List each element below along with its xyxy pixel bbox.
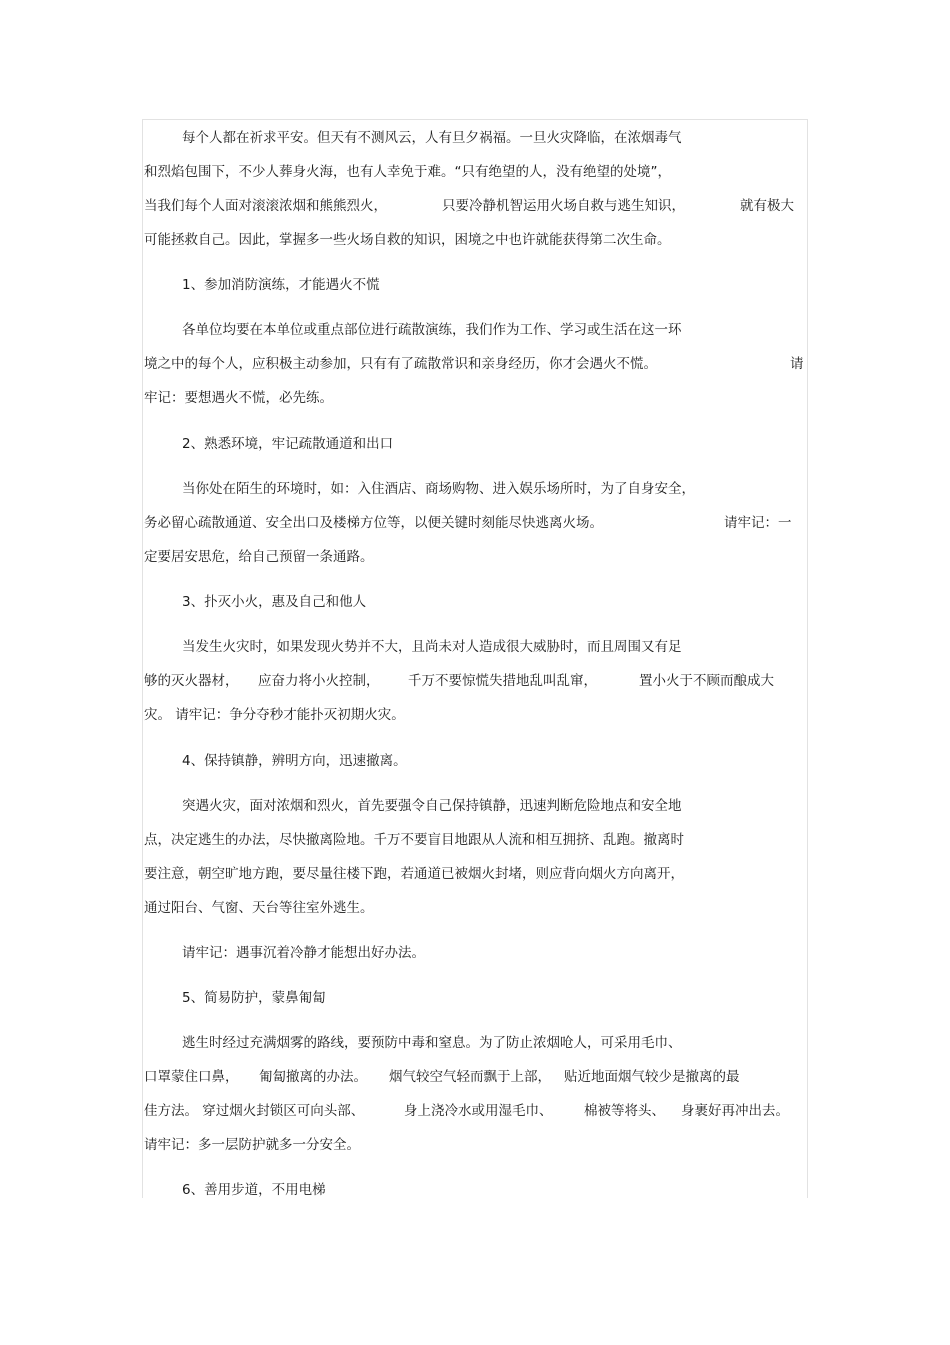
intro-line-4: 可能拯救自己。因此，掌握多一些火场自救的知识，困境之中也许就能获得第二次生命。 bbox=[144, 232, 671, 248]
section-3-line-3: 灾。 请牢记：争分夺秒才能扑灭初期火灾。 bbox=[144, 707, 405, 723]
section-2-line-1: 当你处在陌生的环境时，如：入住酒店、商场购物、进入娱乐场所时，为了自身安全， bbox=[182, 481, 695, 497]
section-3-line-2-c: 千万不要惊慌失措地乱叫乱窜， bbox=[408, 673, 597, 689]
section-4-line-1: 突遇火灾，面对浓烟和烈火，首先要强令自己保持镇静，迅速判断危险地点和安全地 bbox=[182, 798, 682, 814]
section-3-line-2-a: 够的灭火器材， bbox=[144, 673, 239, 689]
section-4-line-3: 要注意，朝空旷地方跑，要尽量往楼下跑，若通道已被烟火封堵，则应背向烟火方向离开， bbox=[144, 866, 684, 882]
section-2-line-2-b: 请牢记：一 bbox=[724, 515, 792, 531]
section-1-line-3: 牢记：要想遇火不慌，必先练。 bbox=[144, 390, 333, 406]
section-5-line-2-c: 烟气较空气轻而飘于上部， bbox=[389, 1069, 551, 1085]
section-2-heading: 2、熟悉环境，牢记疏散通道和出口 bbox=[182, 436, 394, 452]
section-5-line-1: 逃生时经过充满烟雾的路线，要预防中毒和窒息。为了防止浓烟呛人，可采用毛巾、 bbox=[182, 1035, 682, 1051]
section-3-line-2-b: 应奋力将小火控制， bbox=[258, 673, 380, 689]
section-1-line-2-a: 境之中的每个人，应积极主动参加，只有有了疏散常识和亲身经历，你才会遇火不慌。 bbox=[144, 356, 657, 372]
section-5-line-2-b: 匍匐撤离的办法。 bbox=[259, 1069, 367, 1085]
section-5-line-3-d: 身裹好再冲出去。 bbox=[681, 1103, 789, 1119]
intro-line-3-b: 只要冷静机智运用火场自救与逃生知识， bbox=[442, 198, 685, 214]
section-5-line-2-d: 贴近地面烟气较少是撤离的最 bbox=[564, 1069, 740, 1085]
section-5-line-3-b: 身上浇冷水或用湿毛巾、 bbox=[404, 1103, 553, 1119]
section-4-line-4: 通过阳台、气窗、天台等往室外逃生。 bbox=[144, 900, 374, 916]
section-5-line-3-c: 棉被等将头、 bbox=[584, 1103, 665, 1119]
section-3-heading: 3、扑灭小火，惠及自己和他人 bbox=[182, 594, 367, 610]
section-5-heading: 5、简易防护，蒙鼻匍匐 bbox=[182, 990, 326, 1006]
section-2-line-2-a: 务必留心疏散通道、安全出口及楼梯方位等，以便关键时刻能尽快逃离火场。 bbox=[144, 515, 603, 531]
section-5-line-2-a: 口罩蒙住口鼻， bbox=[144, 1069, 239, 1085]
intro-line-3-a: 当我们每个人面对滚滚浓烟和熊熊烈火， bbox=[144, 198, 387, 214]
section-3-line-2-d: 置小火于不顾而酿成大 bbox=[639, 673, 774, 689]
section-2-line-3: 定要居安思危，给自己预留一条通路。 bbox=[144, 549, 374, 565]
section-1-line-2-b: 请 bbox=[790, 356, 804, 372]
section-3-line-1: 当发生火灾时，如果发现火势并不大，且尚未对人造成很大威胁时，而且周围又有足 bbox=[182, 639, 682, 655]
section-4-line-2: 点，决定逃生的办法，尽快撤离险地。千万不要盲目地跟从人流和相互拥挤、乱跑。撤离时 bbox=[144, 832, 684, 848]
section-4-note: 请牢记：遇事沉着冷静才能想出好办法。 bbox=[182, 945, 425, 961]
intro-line-2: 和烈焰包围下，不少人葬身火海，也有人幸免于难。“只有绝望的人，没有绝望的处境”， bbox=[144, 164, 671, 180]
intro-line-3-c: 就有极大 bbox=[740, 198, 794, 214]
section-5-line-3-a: 佳方法。 穿过烟火封锁区可向头部、 bbox=[144, 1103, 365, 1119]
section-6-heading: 6、善用步道，不用电梯 bbox=[182, 1182, 326, 1198]
section-4-heading: 4、保持镇静，辨明方向，迅速撤离。 bbox=[182, 753, 407, 769]
section-1-heading: 1、参加消防演练，才能遇火不慌 bbox=[182, 277, 380, 293]
section-1-line-1: 各单位均要在本单位或重点部位进行疏散演练，我们作为工作、学习或生活在这一环 bbox=[182, 322, 682, 338]
intro-line-1: 每个人都在祈求平安。但天有不测风云，人有旦夕祸福。一旦火灾降临，在浓烟毒气 bbox=[182, 130, 682, 146]
section-5-line-4: 请牢记：多一层防护就多一分安全。 bbox=[144, 1137, 360, 1153]
